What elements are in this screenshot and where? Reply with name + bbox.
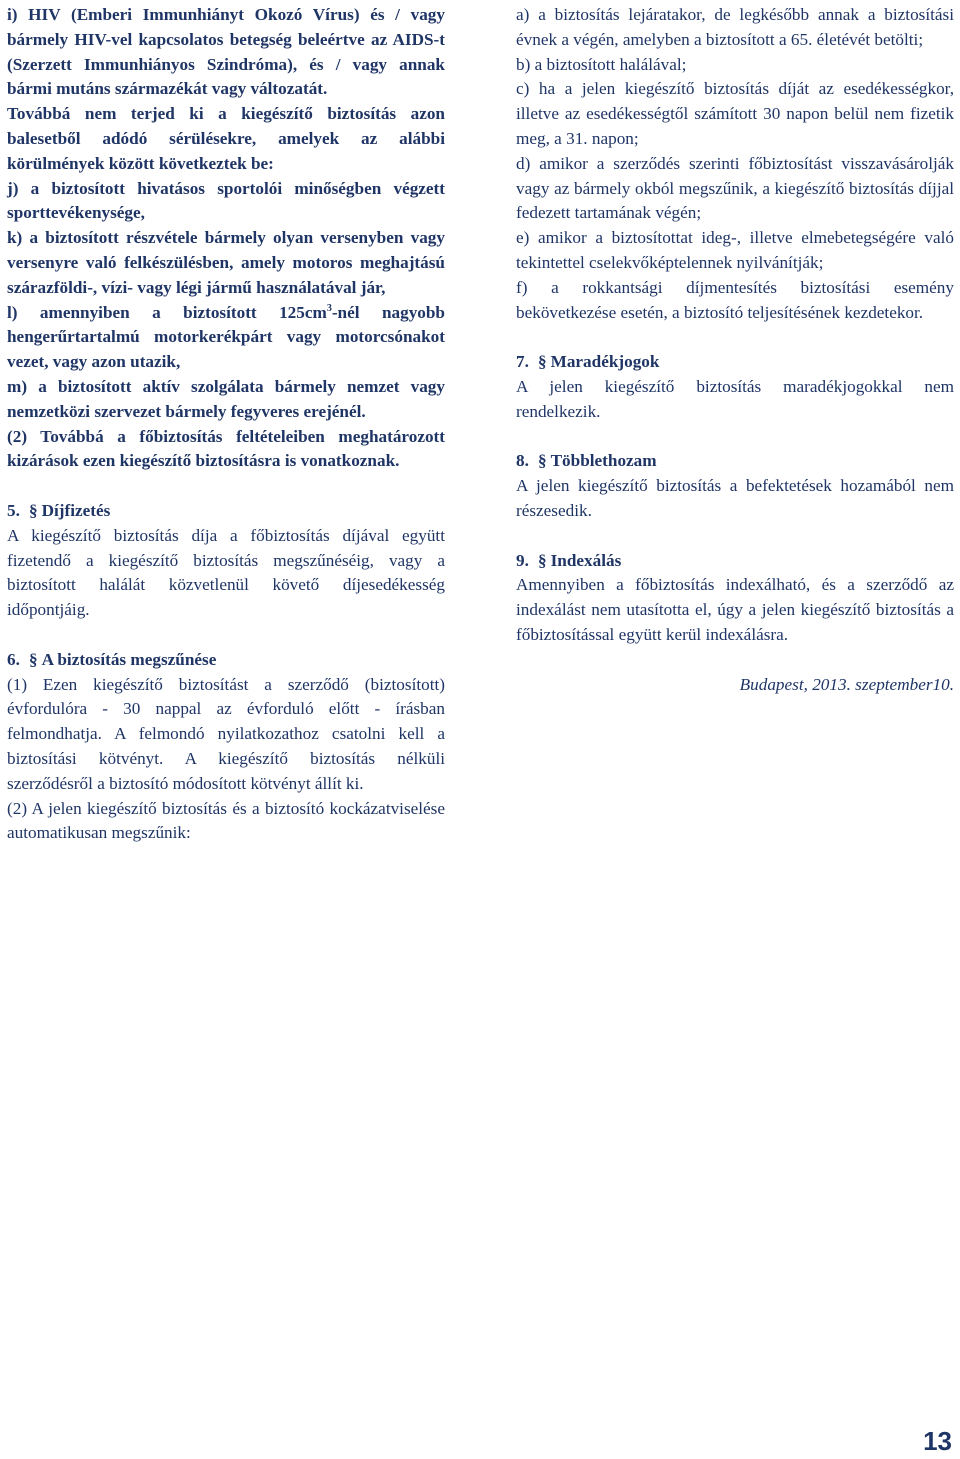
section-9-paragraph-sign: § bbox=[538, 550, 547, 570]
section-6-paragraph-sign: § bbox=[29, 649, 38, 669]
exclusion-j: j) a biztosított hivatásos sportolói minőségben végzett sporttevékenysége, bbox=[7, 178, 445, 223]
termination-a: a) a biztosítás lejáratakor, de legkésőbb annak a biztosítási évnek a végén, amelyben a biztosított a 65. életévét betölti; bbox=[516, 5, 954, 49]
section-7-number: 7. bbox=[516, 352, 529, 372]
exclusion-intro: Továbbá nem terjed ki a kiegészítő biztosítás azon balesetből adódó sérülésekre, amelyek az alábbi körülmények között következtek be: bbox=[7, 104, 445, 173]
exclusion-i: i) HIV (Emberi Immunhiányt Okozó Vírus) és / vagy bármely HIV-vel kapcsolatos betegség beleértve az AIDS-t (Szerzett Immunhiányos Szindróma), és / vagy annak bármi mutáns származékát vagy változatát. bbox=[7, 5, 445, 99]
section-5-heading bbox=[7, 499, 445, 524]
section-9-body: Amennyiben a főbiztosítás indexálható, és a szerződő az indexálást nem utasította el, úgy a jelen kiegészítő biztosítás a főbiztosítással együtt kerül indexálásra. bbox=[516, 575, 954, 644]
exclusion-l bbox=[7, 301, 445, 375]
right-column bbox=[516, 3, 954, 697]
place-date-text: Budapest, 2013. szeptember10. bbox=[739, 674, 954, 694]
section-9-number: 9. bbox=[516, 550, 529, 570]
section-5-title: Díjfizetés bbox=[41, 500, 111, 520]
section-9-heading bbox=[516, 549, 954, 574]
section-7-paragraph-sign: § bbox=[538, 352, 547, 372]
section-8-body: A jelen kiegészítő biztosítás a befektetések hozamából nem részesedik. bbox=[516, 476, 954, 520]
exclusion-l-text-pre: l) amennyiben a biztosított 125cm bbox=[7, 302, 327, 322]
section-8-paragraph-sign: § bbox=[538, 451, 547, 471]
section-6-number: 6. bbox=[7, 649, 20, 669]
termination-c: c) ha a jelen kiegészítő biztosítás díját az esedékességkor, illetve az esedékességtől számított 30 napon belül nem fizetik meg, a 31. napon; bbox=[516, 79, 954, 148]
termination-f: f) a rokkantsági díjmentesítés biztosítási esemény bekövetkezése esetén, a biztosító teljesítésének kezdetekor. bbox=[516, 277, 954, 322]
exclusion-m: m) a biztosított aktív szolgálata bármely nemzet vagy nemzetközi szervezet bármely fegyveres erejénél. bbox=[7, 376, 445, 421]
place-date-signature bbox=[516, 673, 954, 698]
section-8-number: 8. bbox=[516, 451, 529, 471]
section-9-title: Indexálás bbox=[550, 550, 622, 570]
left-column bbox=[7, 3, 445, 846]
section-7-body: A jelen kiegészítő biztosítás maradékjogokkal nem rendelkezik. bbox=[516, 376, 954, 421]
exclusion-2: (2) Továbbá a főbiztosítás feltételeiben meghatározott kizárások ezen kiegészítő biztosításra is vonatkoznak. bbox=[7, 426, 445, 471]
section-8-title: Többlethozam bbox=[550, 451, 657, 471]
termination-d: d) amikor a szerződés szerinti főbiztosítást visszavásárolják vagy az bármely okból megszűnik, a kiegészítő biztosítás díjjal fedezett tartamának végén; bbox=[516, 153, 954, 223]
section-6-paragraph-2: (2) A jelen kiegészítő biztosítás és a biztosító kockázatviselése automatikusan megszűnik: bbox=[7, 798, 445, 843]
exclusion-l-text-post: -nél nagyobb hengerűrtartalmú motorkerékpárt vagy motorcsónakot vezet, vagy azon utazik, bbox=[7, 302, 445, 372]
page-number: 13 bbox=[923, 1426, 952, 1456]
termination-b: b) a biztosított halálával; bbox=[516, 54, 687, 74]
section-5-body: A kiegészítő biztosítás díja a főbiztosítás díjával együtt fizetendő a kiegészítő biztosítás megszűnéséig, vagy a biztosított halálát közvetlenül követő díjesedékesség időpontjáig. bbox=[7, 525, 445, 620]
termination-e: e) amikor a biztosítottat ideg-, illetve elmebetegségére való tekintettel cselekvőképtelennek nyilvánítják; bbox=[516, 228, 954, 272]
section-6-title: A biztosítás megszűnése bbox=[41, 649, 217, 669]
exclusion-l-superscript: 3 bbox=[326, 302, 332, 314]
section-7-title: Maradékjogok bbox=[550, 352, 660, 372]
section-6-paragraph-1: (1) Ezen kiegészítő biztosítást a szerződő (biztosított) évfordulóra - 30 nappal az évforduló előtt - írásban felmondhatja. A felmondó nyilatkozathoz csatolni kell a biztosítási kötvényt. A kiegészítő biztosítás nélküli szerződésről a biztosító módosított kötvényt állít ki. bbox=[7, 674, 445, 793]
exclusion-k: k) a biztosított részvétele bármely olyan versenyben vagy versenyre való felkészülésben, amely motoros meghajtású szárazföldi-, vízi- vagy légi jármű használatával jár, bbox=[7, 228, 445, 297]
section-5-number: 5. bbox=[7, 500, 20, 520]
section-8-heading bbox=[516, 449, 954, 474]
section-5-paragraph-sign: § bbox=[29, 500, 38, 520]
section-6-heading bbox=[7, 648, 445, 673]
section-7-heading bbox=[516, 350, 954, 375]
